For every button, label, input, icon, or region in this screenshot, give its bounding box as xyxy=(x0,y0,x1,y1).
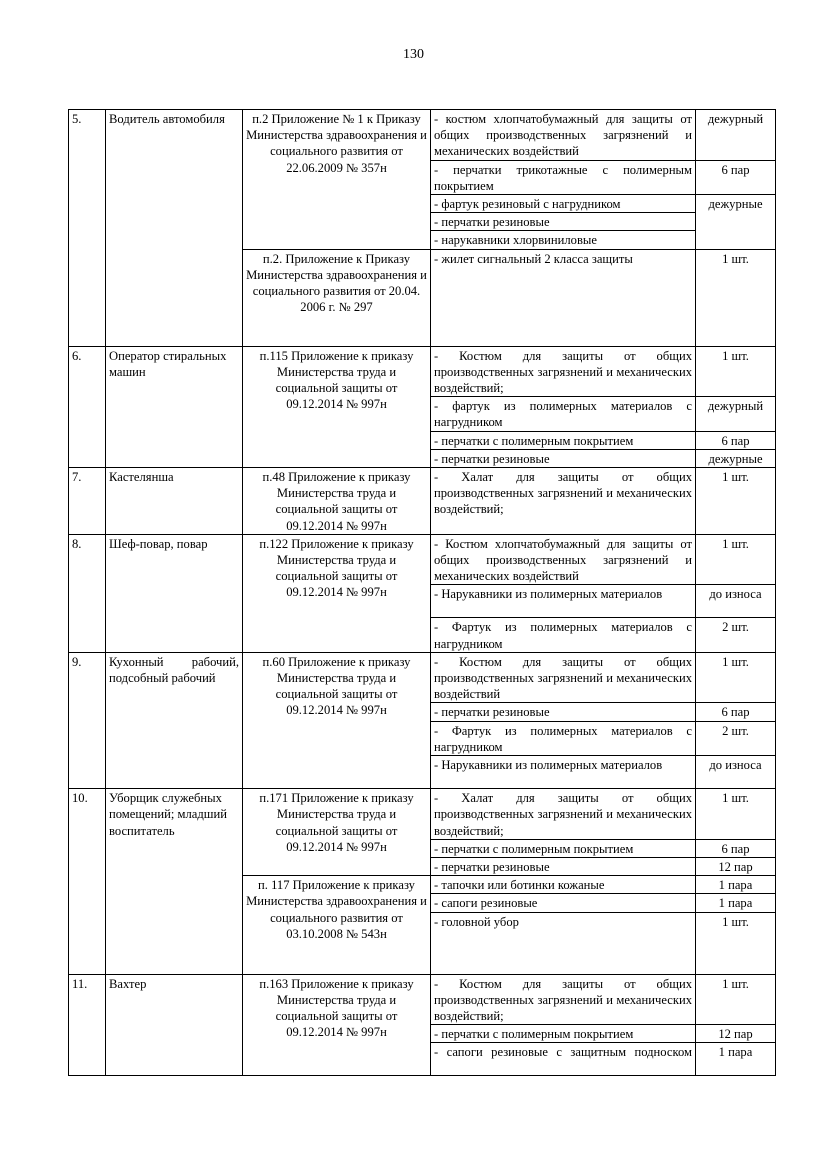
row-number: 10. xyxy=(69,789,106,974)
ppe-item: - перчатки с полимерным покрытием xyxy=(431,839,696,857)
issue-norm: 6 пар xyxy=(696,431,776,449)
issue-norm: 1 пара xyxy=(696,876,776,894)
ppe-item: - костюм хлопчатобумажный для защиты от общих производственных загрязнений и механических воздействий xyxy=(431,110,696,161)
table-row xyxy=(69,346,776,397)
table-row xyxy=(69,974,776,1025)
ppe-item: - перчатки трикотажные с полимерным покрытием xyxy=(431,160,696,194)
table-row xyxy=(69,652,776,703)
position-name: Водитель автомобиля xyxy=(106,110,243,347)
position-name: Уборщик служебных помещений; младший воспитатель xyxy=(106,789,243,974)
position-name: Шеф-повар, повар xyxy=(106,534,243,652)
issue-norm: 1 пара xyxy=(696,1043,776,1076)
ppe-item: - фартук из полимерных материалов с нагрудником xyxy=(431,397,696,431)
ppe-item: - Халат для защиты от общих производственных загрязнений и механических воздействий; xyxy=(431,789,696,840)
issue-norm: до износа xyxy=(696,756,776,789)
table-row xyxy=(69,110,776,161)
ppe-item: - Халат для защиты от общих производственных загрязнений и механических воздействий; xyxy=(431,468,696,535)
regulation-reference: п.48 Приложение к приказу Министерства труда и социальной защиты от 09.12.2014 № 997н xyxy=(243,468,431,535)
regulation-reference: п.171 Приложение к приказу Министерства труда и социальной защиты от 09.12.2014 № 997н xyxy=(243,789,431,876)
ppe-item: - перчатки резиновые xyxy=(431,213,696,231)
ppe-item: - перчатки резиновые xyxy=(431,449,696,467)
regulation-reference: п.163 Приложение к приказу Министерства труда и социальной защиты от 09.12.2014 № 997н xyxy=(243,974,431,1076)
ppe-item: - Фартук из полимерных материалов с нагрудником xyxy=(431,618,696,652)
position-name: Кастелянша xyxy=(106,468,243,535)
position-name: Вахтер xyxy=(106,974,243,1076)
row-number: 6. xyxy=(69,346,106,467)
issue-norm: 1 шт. xyxy=(696,789,776,840)
page-number: 130 xyxy=(403,47,424,62)
issue-norm: 12 пар xyxy=(696,857,776,875)
ppe-item: - Костюм для защиты от общих производственных загрязнений и механических воздействий; xyxy=(431,974,696,1025)
issue-norm: 1 пара xyxy=(696,894,776,912)
issue-norm: до износа xyxy=(696,585,776,618)
issue-norm: 6 пар xyxy=(696,703,776,721)
row-number: 9. xyxy=(69,652,106,788)
table-row xyxy=(69,468,776,535)
ppe-item: - головной убор xyxy=(431,912,696,974)
issue-norm: 1 шт. xyxy=(696,346,776,397)
ppe-item: - перчатки резиновые xyxy=(431,703,696,721)
ppe-item: - Костюм для защиты от общих производственных загрязнений и механических воздействий xyxy=(431,652,696,703)
ppe-item: - Нарукавники из полимерных материалов xyxy=(431,585,696,618)
ppe-item: - жилет сигнальный 2 класса защиты xyxy=(431,249,696,346)
ppe-item: - перчатки с полимерным покрытием xyxy=(431,1025,696,1043)
issue-norm: 1 шт. xyxy=(696,249,776,346)
ppe-item: - перчатки резиновые xyxy=(431,857,696,875)
issue-norm: 2 шт. xyxy=(696,721,776,755)
ppe-item: - сапоги резиновые с защитным подноском xyxy=(431,1043,696,1076)
row-number: 5. xyxy=(69,110,106,347)
ppe-item: - Костюм хлопчатобумажный для защиты от общих производственных загрязнений и механических воздействий xyxy=(431,534,696,585)
ppe-item: - фартук резиновый с нагрудником xyxy=(431,195,696,213)
issue-norm: 1 шт. xyxy=(696,652,776,703)
issue-norm: дежурный xyxy=(696,110,776,161)
issue-norm: 2 шт. xyxy=(696,618,776,652)
regulation-reference: п. 117 Приложение к приказу Министерства здравоохранения и социального развития от 03.10.2008 № 543н xyxy=(243,876,431,974)
regulation-reference: п.60 Приложение к приказу Министерства труда и социальной защиты от 09.12.2014 № 997н xyxy=(243,652,431,788)
ppe-item: - нарукавники хлорвиниловые xyxy=(431,231,696,249)
table-row xyxy=(69,534,776,585)
ppe-norms-table xyxy=(68,109,776,1076)
ppe-item: - Фартук из полимерных материалов с нагрудником xyxy=(431,721,696,755)
issue-norm: 1 шт. xyxy=(696,468,776,535)
regulation-reference: п.2. Приложение к Приказу Министерства здравоохранения и социального развития от 20.04. 2006 г. № 297 xyxy=(243,249,431,346)
regulation-reference: п.122 Приложение к приказу Министерства труда и социальной защиты от 09.12.2014 № 997н xyxy=(243,534,431,652)
issue-norm: 12 пар xyxy=(696,1025,776,1043)
issue-norm: 1 шт. xyxy=(696,912,776,974)
ppe-item: - перчатки с полимерным покрытием xyxy=(431,431,696,449)
issue-norm: 1 шт. xyxy=(696,534,776,585)
issue-norm: 6 пар xyxy=(696,160,776,194)
regulation-reference: п.115 Приложение к приказу Министерства труда и социальной защиты от 09.12.2014 № 997н xyxy=(243,346,431,467)
ppe-item: - тапочки или ботинки кожаные xyxy=(431,876,696,894)
issue-norm: дежурные xyxy=(696,449,776,467)
issue-norm: дежурный xyxy=(696,397,776,431)
ppe-item: - Костюм для защиты от общих производственных загрязнений и механических воздействий; xyxy=(431,346,696,397)
row-number: 11. xyxy=(69,974,106,1076)
table-row xyxy=(69,789,776,840)
position-name: Кухонный рабочий, подсобный рабочий xyxy=(106,652,243,788)
row-number: 7. xyxy=(69,468,106,535)
position-name: Оператор стиральных машин xyxy=(106,346,243,467)
row-number: 8. xyxy=(69,534,106,652)
regulation-reference: п.2 Приложение № 1 к Приказу Министерства здравоохранения и социального развития от 22.06.2009 № 357н xyxy=(243,110,431,250)
issue-norm: 1 шт. xyxy=(696,974,776,1025)
issue-norm: 6 пар xyxy=(696,839,776,857)
ppe-item: - сапоги резиновые xyxy=(431,894,696,912)
ppe-item: - Нарукавники из полимерных материалов xyxy=(431,756,696,789)
issue-norm: дежурные xyxy=(696,195,776,250)
